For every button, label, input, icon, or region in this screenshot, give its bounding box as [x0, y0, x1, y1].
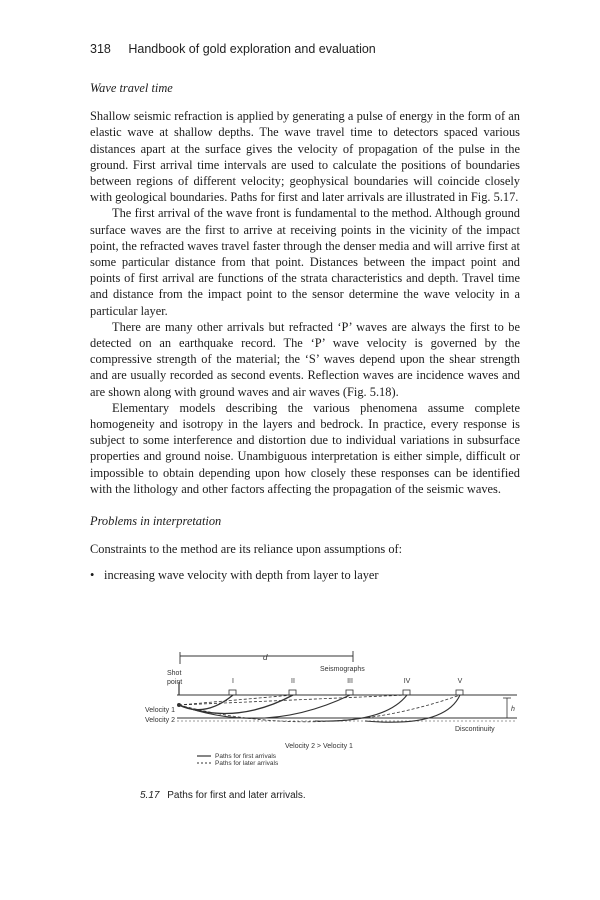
- caption-number: 5.17: [140, 790, 160, 801]
- body-text: [90, 80, 520, 584]
- receiver-icon: [229, 690, 236, 695]
- station-label: IV: [403, 678, 411, 685]
- list-intro: Constraints to the method are its reliance upon assumptions of:: [90, 542, 403, 557]
- section-heading-problems: Problems in interpretation: [90, 514, 222, 529]
- caption-text: Paths for first and later arrivals.: [167, 790, 306, 801]
- distance-label: d: [263, 653, 268, 662]
- refraction-diagram: [145, 648, 525, 766]
- receiver-icon: [289, 690, 296, 695]
- legend-first-arrivals: Paths for first arrivals: [215, 753, 277, 760]
- page-number: 318: [90, 42, 111, 56]
- running-header: [90, 42, 520, 56]
- station-label: II: [291, 678, 295, 685]
- receiver-icon: [403, 690, 410, 695]
- station-label: V: [457, 678, 463, 685]
- paragraph: Elementary models describing the various phenomena assume complete homogeneity and isotropy in the layers and bedrock. In practice, every response is subject to some interference and distortion due to individual variations in subsurface properties and ground noise. Unambiguous interpretation is either simple, difficult or impossible to obtain depending upon how closely these responses can be identified with the lithology and other factors affecting the propagation of the seismic waves.: [90, 400, 520, 496]
- list-item-text: increasing wave velocity with depth from layer to layer: [104, 568, 379, 583]
- station-label: III: [347, 678, 353, 685]
- velocity-relation: Velocity 2 > Velocity 1: [285, 743, 353, 750]
- receiver-icon: [346, 690, 353, 695]
- running-title: Handbook of gold exploration and evaluation: [128, 42, 376, 56]
- shot-label: point: [167, 679, 183, 686]
- station-label: I: [232, 678, 234, 685]
- first-arrival-path: [315, 695, 407, 721]
- paragraph: There are many other arrivals but refracted ‘P’ waves are always the first to be detected on an earthquake record. The ‘P’ wave velocity is governed by the compressive strength of the material; the ‘S’ waves depend upon the shear strength and are usually recorded as second events. Reflection waves are incidence waves and are shown along with ground waves and air waves (Fig. 5.18).: [90, 319, 520, 399]
- figure-caption: [140, 790, 520, 801]
- bullet-icon: •: [90, 568, 95, 583]
- figure-5-17: [145, 648, 525, 766]
- later-arrival-path: [179, 695, 407, 705]
- depth-label: h: [511, 706, 515, 713]
- list-item: [90, 567, 520, 583]
- legend-later-arrivals: Paths for later arrivals: [215, 760, 279, 766]
- shot-label: Shot: [167, 670, 182, 677]
- velocity1-label: Velocity 1: [145, 707, 175, 714]
- seismographs-label: Seismographs: [320, 666, 365, 673]
- discontinuity-label: Discontinuity: [455, 726, 495, 733]
- receiver-icon: [456, 690, 463, 695]
- paragraph: The first arrival of the wave front is fundamental to the method. Although ground surface waves are the first to arrive at receiving points in the vicinity of the impact point, the refracted waves travel faster through the denser media and will arrive first at some particular distance from that point. Distances between the impact point and points of first arrival are functions of the strata characteristics and depth. Travel time and distance from the impact point to the sensor determine the wave velocity in a particular layer.: [90, 206, 520, 318]
- paragraph: Shallow seismic refraction is applied by generating a pulse of energy in the form of an elastic wave at shallow depths. The wave travel time to detectors spaced various distances apart at the surface gives the velocity of propagation of the pulse in the ground. First arrival time intervals are used to calculate the positions of boundaries between regions of different velocity; geophysical boundaries will coincide closely with geological boundaries. Paths for first and later arrivals are illustrated in Fig. 5.17.: [90, 109, 520, 205]
- velocity2-label: Velocity 2: [145, 717, 175, 724]
- section-heading-wave-travel-time: Wave travel time: [90, 81, 173, 95]
